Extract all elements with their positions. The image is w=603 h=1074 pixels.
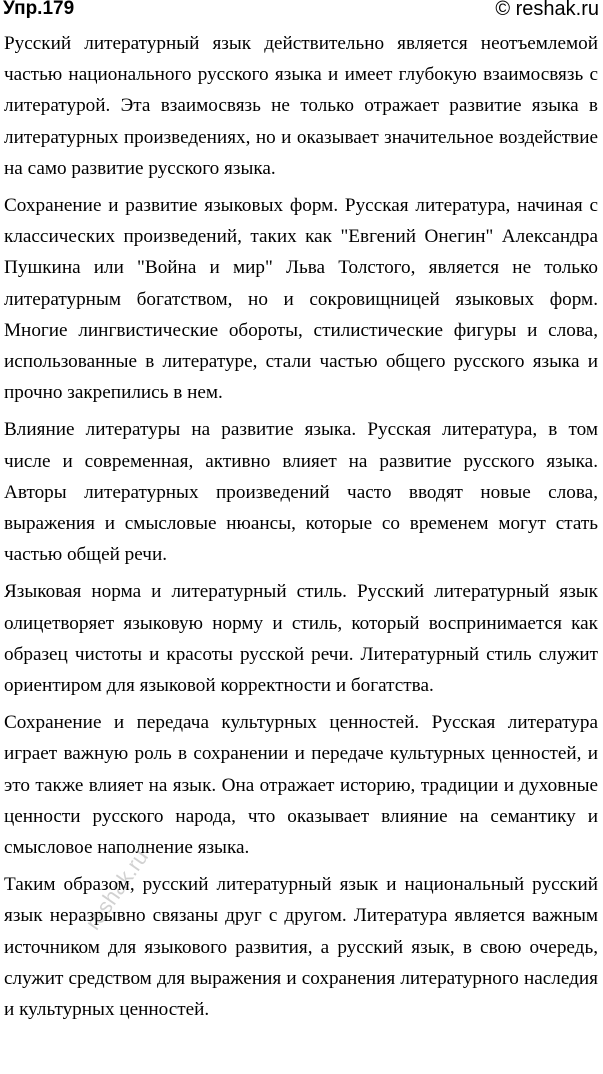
paragraph-cultural-values: Сохранение и передача культурных ценностей. Русская литература играет важную роль в сохранении и передаче культурных ценностей, и это также влияет на язык. Она отражает историю, традиции и духовные ценности русского народа, что оказывает влияние на семантику и смысловое наполнение языка. bbox=[4, 712, 598, 859]
paragraph-norm-style: Языковая норма и литературный стиль. Русский литературный язык олицетворяет языковую норму и стиль, который воспринимается как образец чистоты и красоты русской речи. Литературный стиль служит ориентиром для языковой корректности и богатства. bbox=[4, 581, 598, 697]
paragraph-intro: Русский литературный язык действительно является неотъемлемой частью национального русского языка и имеет глубокую взаимосвязь с литературой. Эта взаимосвязь не только отражает развитие языка в литературных произведениях, но и оказывает значительное воздействие на само развитие русского языка. bbox=[4, 33, 598, 179]
site-watermark: © reshak.ru bbox=[495, 0, 599, 20]
exercise-title: Упр.179 bbox=[3, 0, 75, 19]
diagonal-watermark: reshak.ru bbox=[80, 844, 154, 935]
paragraph-language-forms: Сохранение и развитие языковых форм. Русская литература, начиная с классических произведений, таких как "Евгений Онегин" Александра Пушкина или "Война и мир" Льва Толстого, является не только литературным богатством, но и сокровищницей языковых форм. Многие лингвистические обороты, стилистические фигуры и слова, использованные в литературе, стали частью общего русского языка и прочно закрепились в нем. bbox=[4, 195, 598, 404]
paragraph-literature-influence: Влияние литературы на развитие языка. Русская литература, в том числе и современная, активно влияет на развитие русского языка. Авторы литературных произведений часто вводят новые слова, выражения и смысловые нюансы, которые со временем могут стать частью общей речи. bbox=[4, 419, 598, 566]
answer-text bbox=[4, 28, 598, 1031]
paragraph-conclusion: Таким образом, русский литературный язык и национальный русский язык неразрывно связаны друг с другом. Литература является важным источником для языкового развития, а русский язык, в свою очередь, служит средством для выражения и сохранения литературного наследия и культурных ценностей. bbox=[4, 874, 598, 1021]
